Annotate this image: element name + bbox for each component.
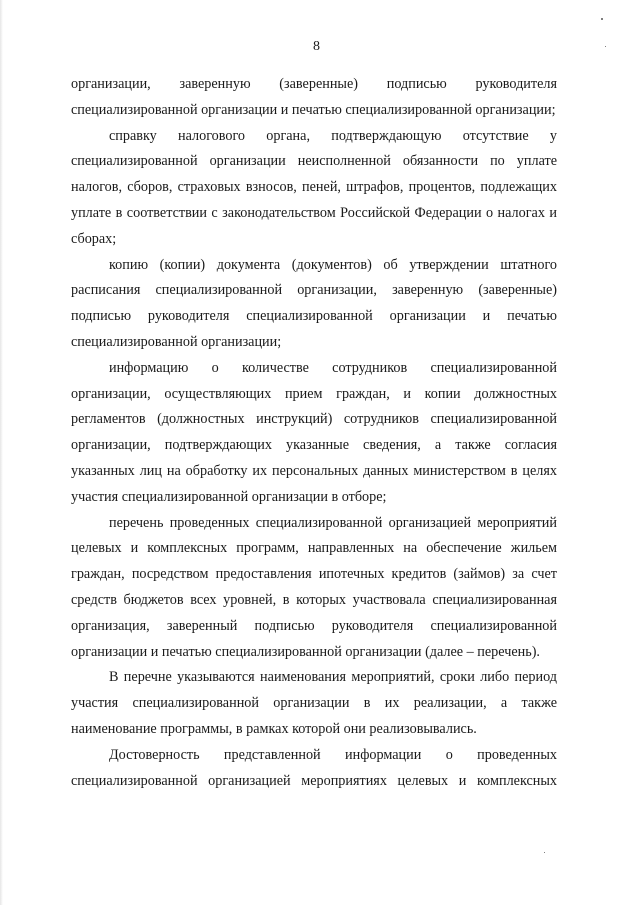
scan-speck bbox=[601, 18, 603, 20]
paragraph: копию (копии) документа (документов) об утверждении штатного расписания специализированной организации, заверенную (заверенные) подписью руководителя специализированной организации и печатью специализированной организации; bbox=[71, 256, 557, 350]
paragraph: перечень проведенных специализированной организацией мероприятий целевых и комплексных программ, направленных на обеспечение жильем граждан, посредством предоставления ипотечных кредитов (займов) за счет средств бюджетов всех уровней, в которых участвовала специализированная организация, заверенный подписью руководителя специализированной организации и печатью специализированной организации (далее – перечень). bbox=[71, 514, 557, 660]
paragraph: организации, заверенную (заверенные) подписью руководителя специализированной организации и печатью специализированной организации; bbox=[71, 76, 557, 118]
page-number: 8 bbox=[313, 39, 320, 54]
document-body bbox=[71, 72, 557, 794]
scan-edge-shadow bbox=[0, 0, 3, 905]
scan-speck bbox=[544, 852, 545, 853]
paragraph: информацию о количестве сотрудников специализированной организации, осуществляющих прием граждан, и копии должностных регламентов (должностных инструкций) сотрудников специализированной организации, подтверждающих указанные сведения, а также согласия указанных лиц на обработку их персональных данных министерством в целях участия специализированной организации в отборе; bbox=[71, 359, 557, 505]
paragraph: В перечне указываются наименования мероприятий, сроки либо период участия специализированной организации в их реализации, а также наименование программы, в рамках которой они реализовывались. bbox=[71, 669, 557, 737]
paragraph: Достоверность представленной информации о проведенных специализированной организацией мероприятиях целевых и комплексных bbox=[71, 746, 557, 789]
paragraph: справку налогового органа, подтверждающую отсутствие у специализированной организации неисполненной обязанности по уплате налогов, сборов, страховых взносов, пеней, штрафов, процентов, подлежащих уплате в соответствии с законодательством Российской Федерации о налогах и сборах; bbox=[71, 127, 557, 247]
